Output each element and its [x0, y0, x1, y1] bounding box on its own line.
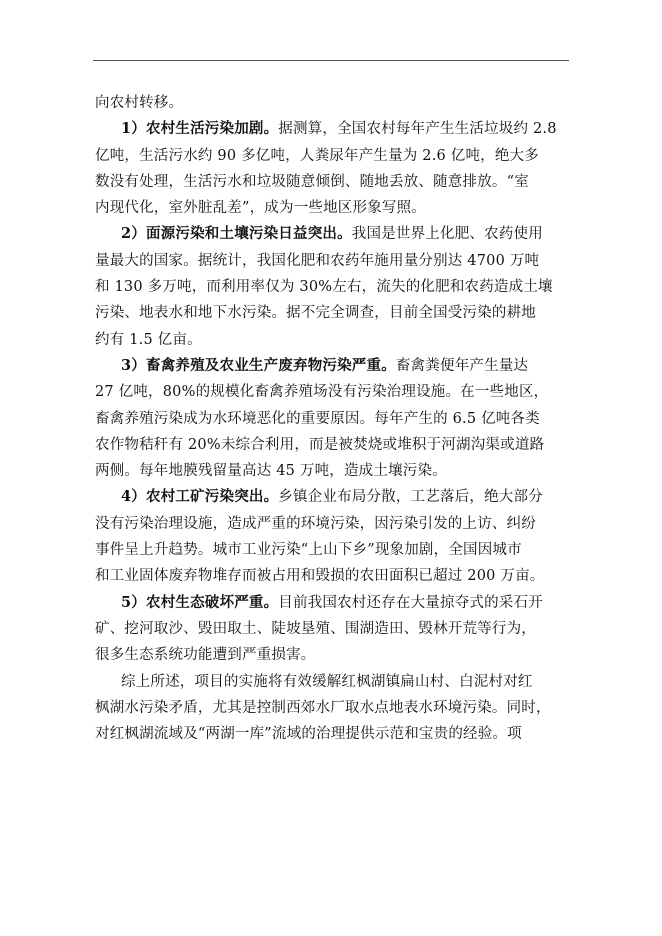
- item-heading: 2）面源污染和土壤污染日益突出。: [121, 225, 352, 243]
- text-line: [95, 563, 569, 589]
- text-line: [95, 642, 569, 668]
- text-line: [95, 169, 569, 195]
- paragraph-start-line: [95, 116, 569, 142]
- item-heading: 5）农村生态破坏严重。: [121, 593, 279, 611]
- line-text: 内现代化，室外脏乱差”，成为一些地区形象写照。: [95, 200, 427, 217]
- line-text: 27 亿吨，80%的规模化畜禽养殖场没有污染治理设施。在一些地区，: [95, 384, 549, 401]
- item-heading: 4）农村工矿污染突出。: [121, 488, 279, 506]
- line-text: 很多生态系统功能遭到严重损害。: [95, 647, 316, 664]
- text-line: [95, 274, 569, 300]
- text-line: [95, 406, 569, 432]
- text-line: [95, 90, 569, 116]
- line-text: 畜禽粪便年产生量达: [395, 357, 529, 374]
- header-rule: [93, 60, 569, 61]
- text-line: [95, 432, 569, 458]
- paragraph-start-line: [95, 221, 569, 247]
- text-line: [95, 143, 569, 169]
- line-text: 对红枫湖流域及“两湖一库”流域的治理提供示范和宝贵的经验。项: [95, 726, 522, 743]
- paragraph-start-line: [95, 669, 569, 695]
- text-line: [95, 300, 569, 326]
- text-line: [95, 616, 569, 642]
- line-text: 枫湖水污染矛盾，尤其是控制西郊水厂取水点地表水环境污染。同时，: [95, 699, 551, 716]
- line-text: 约有 1.5 亿亩。: [95, 331, 202, 348]
- body-text: [95, 90, 569, 747]
- line-text: 污染、地表水和地下水污染。据不完全调查，目前全国受污染的耕地: [95, 305, 536, 322]
- line-text: 两侧。每年地膜残留量高达 45 万吨，造成土壤污染。: [95, 463, 447, 480]
- item-heading: 3）畜禽养殖及农业生产废弃物污染严重。: [121, 356, 396, 374]
- line-text: 和工业固体废弃物堆存而被占用和毁损的农田面积已超过 200 万亩。: [95, 568, 545, 585]
- text-line: [95, 721, 569, 747]
- text-line: [95, 458, 569, 484]
- line-text: 量最大的国家。据统计，我国化肥和农药年施用量分别达 4700 万吨: [95, 252, 540, 269]
- line-text: 事件呈上升趋势。城市工业污染“上山下乡”现象加剧，全国因城市: [95, 542, 522, 559]
- line-text: 目前我国农村还存在大量掠夺式的采石开: [278, 594, 543, 611]
- line-text: 矿、挖河取沙、毁田取土、陡坡垦殖、围湖造田、毁林开荒等行为，: [95, 620, 536, 637]
- line-text: 我国是世界上化肥、农药使用: [351, 226, 543, 243]
- text-line: [95, 695, 569, 721]
- paragraph-start-line: [95, 353, 569, 379]
- text-line: [95, 195, 569, 221]
- line-text: 畜禽养殖污染成为水环境恶化的重要原因。每年产生的 6.5 亿吨各类: [95, 410, 540, 427]
- line-text: 亿吨，生活污水约 90 多亿吨，人粪尿年产生量为 2.6 亿吨，绝大多: [95, 147, 539, 164]
- line-text: 乡镇企业布局分散，工艺落后，绝大部分: [278, 489, 543, 506]
- paragraph-start-line: [95, 484, 569, 510]
- text-line: [95, 327, 569, 353]
- text-line: [95, 379, 569, 405]
- line-text: 没有污染治理设施，造成严重的环境污染，因污染引发的上访、纠纷: [95, 515, 536, 532]
- line-text: 据测算，全国农村每年产生生活垃圾约 2.8: [278, 121, 557, 138]
- line-text: 和 130 多万吨，而利用率仅为 30%左右，流失的化肥和农药造成土壤: [95, 279, 553, 296]
- line-text: 农作物秸秆有 20%未综合利用，而是被焚烧或堆积于河湖沟渠或道路: [95, 436, 545, 453]
- text-line: [95, 248, 569, 274]
- text-line: [95, 511, 569, 537]
- paragraph-start-line: [95, 590, 569, 616]
- line-text: 向农村转移。: [95, 95, 184, 111]
- text-line: [95, 537, 569, 563]
- line-text: 数没有处理，生活污水和垃圾随意倾倒、随地丢放、随意排放。“室: [95, 173, 529, 190]
- line-text: 综上所述，项目的实施将有效缓解红枫湖镇扁山村、白泥村对红: [121, 673, 533, 690]
- item-heading: 1）农村生活污染加剧。: [121, 120, 279, 138]
